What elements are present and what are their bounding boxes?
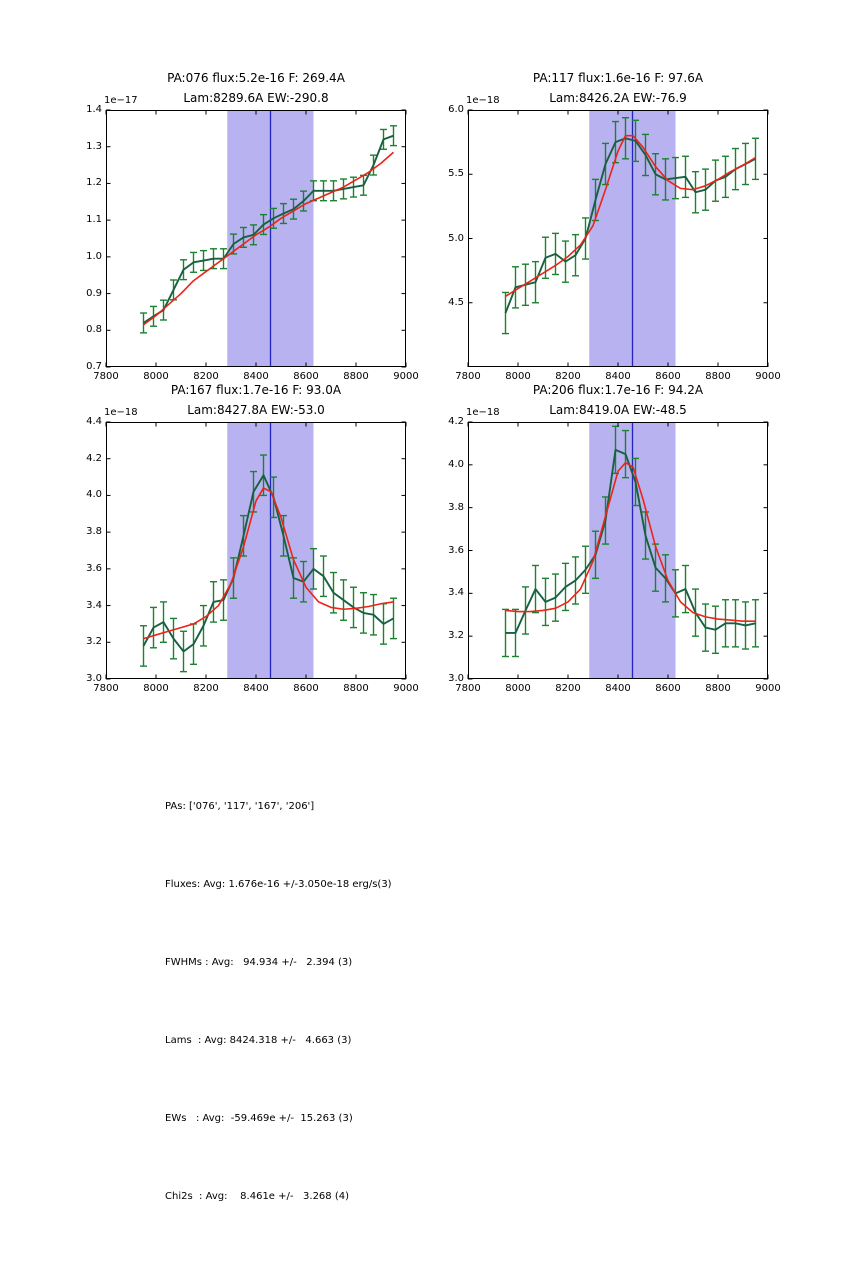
x-tick-label: 8600 [293,683,319,694]
y-tick-label: 6.0 [448,104,464,115]
subplot-title-line2: Lam:8426.2A EW:-76.9 [549,91,687,105]
y-tick-label: 3.2 [86,636,102,648]
x-tick-label: 8600 [655,371,681,382]
x-tick-label: 8400 [243,371,269,382]
y-tick-label: 3.0 [86,673,102,684]
x-tick-label: 7800 [455,683,481,694]
summary-line-ews: EWs : Avg: -59.469e +/- 15.263 (3) [165,1113,353,1124]
x-tick-label: 8200 [555,683,581,694]
summary-line-pas: PAs: ['076', '117', '167', '206'] [165,801,315,812]
subplot-title-line2: Lam:8289.6A EW:-290.8 [183,91,329,105]
subplot-title-line1: PA:117 flux:1.6e-16 F: 97.6A [532,71,704,85]
y-axis-offset-label: 1e−18 [466,95,500,106]
subplot-pa117 [422,65,788,387]
x-tick-label: 8000 [143,683,169,694]
x-tick-label: 8000 [505,371,531,382]
plot-area [106,110,406,367]
x-tick-label: 8800 [343,371,369,382]
x-tick-label: 8200 [555,371,581,382]
summary-line-fluxes: Fluxes: Avg: 1.676e-16 +/-3.050e-18 erg/s(3) [165,879,392,890]
y-tick-label: 3.6 [86,562,102,574]
x-tick-label: 8000 [143,371,169,382]
x-tick-label: 8200 [193,371,219,382]
x-tick-label: 8600 [293,371,319,382]
y-axis-offset-label: 1e−18 [466,407,500,418]
subplot-pa076 [60,65,426,387]
x-tick-label: 9000 [393,371,419,382]
y-tick-label: 0.7 [86,361,102,372]
x-tick-label: 8600 [655,683,681,694]
x-tick-label: 8400 [605,683,631,694]
y-tick-label: 4.4 [86,416,102,427]
subplot-pa167 [60,377,426,699]
y-tick-label: 1.4 [86,104,102,115]
x-tick-label: 7800 [93,683,119,694]
summary-line-fwhms: FWHMs : Avg: 94.934 +/- 2.394 (3) [165,957,353,968]
subplot-title-line1: PA:206 flux:1.7e-16 F: 94.2A [532,383,704,397]
y-tick-label: 4.0 [86,489,102,501]
x-tick-label: 9000 [755,683,781,694]
y-tick-label: 3.6 [448,544,464,556]
y-tick-label: 1.2 [86,177,102,189]
y-tick-label: 4.2 [448,416,464,427]
y-tick-label: 1.1 [86,214,102,226]
y-tick-label: 3.2 [448,630,464,642]
x-tick-label: 8800 [343,683,369,694]
x-tick-label: 7800 [455,371,481,382]
y-tick-label: 4.0 [448,458,464,470]
y-tick-label: 3.0 [448,673,464,684]
y-tick-label: 5.5 [448,168,464,180]
x-tick-label: 8400 [605,371,631,382]
x-tick-label: 8000 [505,683,531,694]
y-tick-label: 4.5 [448,296,464,308]
summary-line-chi2s: Chi2s : Avg: 8.461e +/- 3.268 (4) [165,1191,350,1202]
y-tick-label: 3.4 [448,587,464,599]
subplot-title-line1: PA:076 flux:5.2e-16 F: 269.4A [167,71,345,85]
plot-area [106,422,406,679]
plot-area [468,110,768,367]
x-tick-label: 8400 [243,683,269,694]
y-tick-label: 3.8 [448,501,464,513]
subplot-title-line2: Lam:8427.8A EW:-53.0 [187,403,325,417]
x-tick-label: 9000 [755,371,781,382]
y-tick-label: 3.8 [86,526,102,538]
x-tick-label: 8200 [193,683,219,694]
subplot-pa206 [422,377,788,699]
fit-summary-block [165,742,392,1262]
y-axis-offset-label: 1e−17 [104,95,138,106]
plot-area [468,422,768,679]
subplot-title-line2: Lam:8419.0A EW:-48.5 [549,403,687,417]
y-axis-offset-label: 1e−18 [104,407,138,418]
x-tick-label: 8800 [705,683,731,694]
y-tick-label: 0.8 [86,324,102,336]
x-tick-label: 7800 [93,371,119,382]
x-tick-label: 8800 [705,371,731,382]
y-tick-label: 5.0 [448,232,464,244]
y-tick-label: 0.9 [86,287,102,299]
y-tick-label: 1.3 [86,140,102,152]
subplot-title-line1: PA:167 flux:1.7e-16 F: 93.0A [170,383,342,397]
y-tick-label: 4.2 [86,452,102,464]
y-tick-label: 1.0 [86,250,102,262]
y-tick-label: 3.4 [86,599,102,611]
summary-line-lams: Lams : Avg: 8424.318 +/- 4.663 (3) [165,1035,352,1046]
x-tick-label: 9000 [393,683,419,694]
